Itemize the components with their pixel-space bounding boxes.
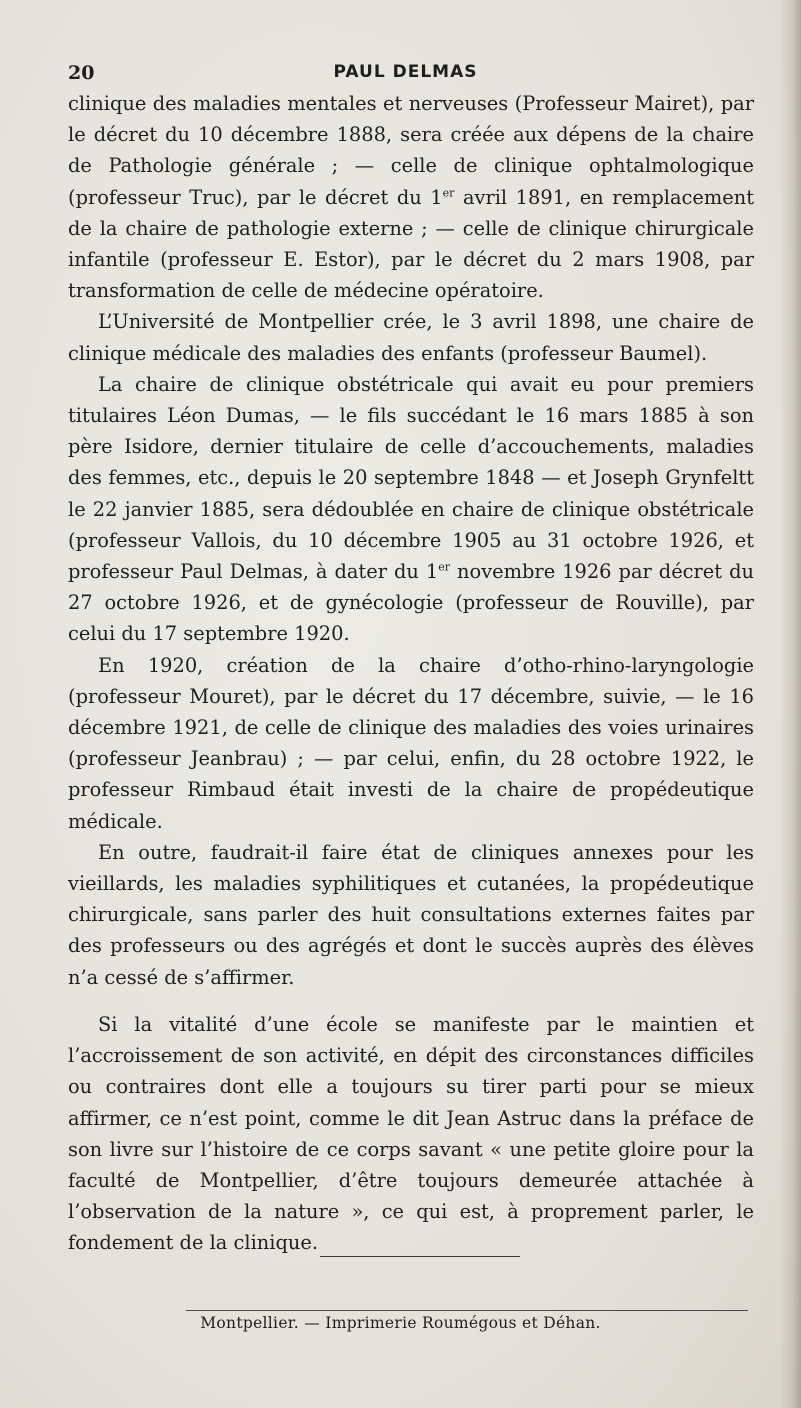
printer-imprint: Montpellier. — Imprimerie Roumégous et Déhan.: [200, 1314, 601, 1332]
superscript: er: [442, 186, 455, 200]
page-number: 20: [68, 62, 95, 84]
superscript: er: [438, 560, 451, 574]
text-run: En outre, faudrait-il faire état de cliniques annexes pour les vieillards, les maladies syphilitiques et cutanées, la propédeutique chirurgicale, sans parler des huit consultations externes faites par des professeurs ou des agrégés et dont le succès auprès des élèves n’a cessé de s’affirmer.: [68, 840, 754, 989]
paragraph-1: [68, 88, 754, 306]
text-run: avril 1891, en remplacement de la chaire de pathologie externe ; — celle de clinique chirurgicale infantile (professeur E. Estor), par le décret du 2 mars 1908, par transformation de celle de médecine opératoire.: [68, 185, 754, 303]
page-edge-shadow: [779, 0, 801, 1408]
text-run: novembre 1926 par décret du 27 octobre 1926, et de gynécologie (professeur de Rouville), par celui du 17 septembre 1920.: [68, 560, 754, 646]
paragraph-5: [68, 837, 754, 993]
paragraph-3: [68, 369, 754, 650]
text-run: clinique des maladies mentales et nerveuses (Professeur Mairet), par le décret du 10 décembre 1888, sera créée aux dépens de la chaire de Pathologie générale ; — celle de clinique ophtalmologique (professeur Truc), par le décret du 1: [68, 92, 754, 209]
end-rule: [320, 1256, 520, 1257]
paragraph-2: [68, 306, 754, 368]
text-run: L’Université de Montpellier crée, le 3 avril 1898, une chaire de clinique médicale des maladies des enfants (professeur Baumel).: [68, 310, 754, 365]
paragraph-4: [68, 650, 754, 837]
text-run: En 1920, création de la chaire d’otho-rhino-laryngologie (professeur Mouret), par le décret du 17 décembre, suivie, — le 16 décembre 1921, de celle de clinique des maladies des voies urinaires (professeur Jeanbrau) ; — par celui, enfin, du 28 octobre 1922, le professeur Rimbaud était investi de la chaire de propédeutique médicale.: [68, 653, 754, 833]
text-run: Si la vitalité d’une école se manifeste par le maintien et l’accroissement de son activité, en dépit des circonstances difficiles ou contraires dont elle a toujours su tirer parti pour se mieux affirmer, ce n’est point, comme le dit Jean Astruc dans la préface de son livre sur l’histoire de ce corps savant « une petite gloire pour la faculté de Montpellier, d’être toujours demeurée attachée à l’observation de la nature », ce qui est, à proprement parler, le fondement de la clinique.: [68, 1012, 754, 1255]
text-run: La chaire de clinique obstétricale qui avait eu pour premiers titulaires Léon Dumas, — le fils succédant le 16 mars 1885 à son père Isidore, dernier titulaire de celle d’accouchements, maladies des femmes, etc., depuis le 20 septembre 1848 — et Joseph Grynfeltt le 22 janvier 1885, sera dédoublée en chaire de clinique obstétricale (professeur Vallois, du 10 décembre 1905 au 31 octobre 1926, et professeur Paul Delmas, à dater du 1: [68, 372, 754, 584]
paragraph-6: [68, 1009, 754, 1259]
running-head: PAUL DELMAS: [333, 62, 478, 82]
footer-rule: [186, 1310, 748, 1311]
body-text: [68, 88, 754, 1259]
page-header: [68, 62, 743, 90]
